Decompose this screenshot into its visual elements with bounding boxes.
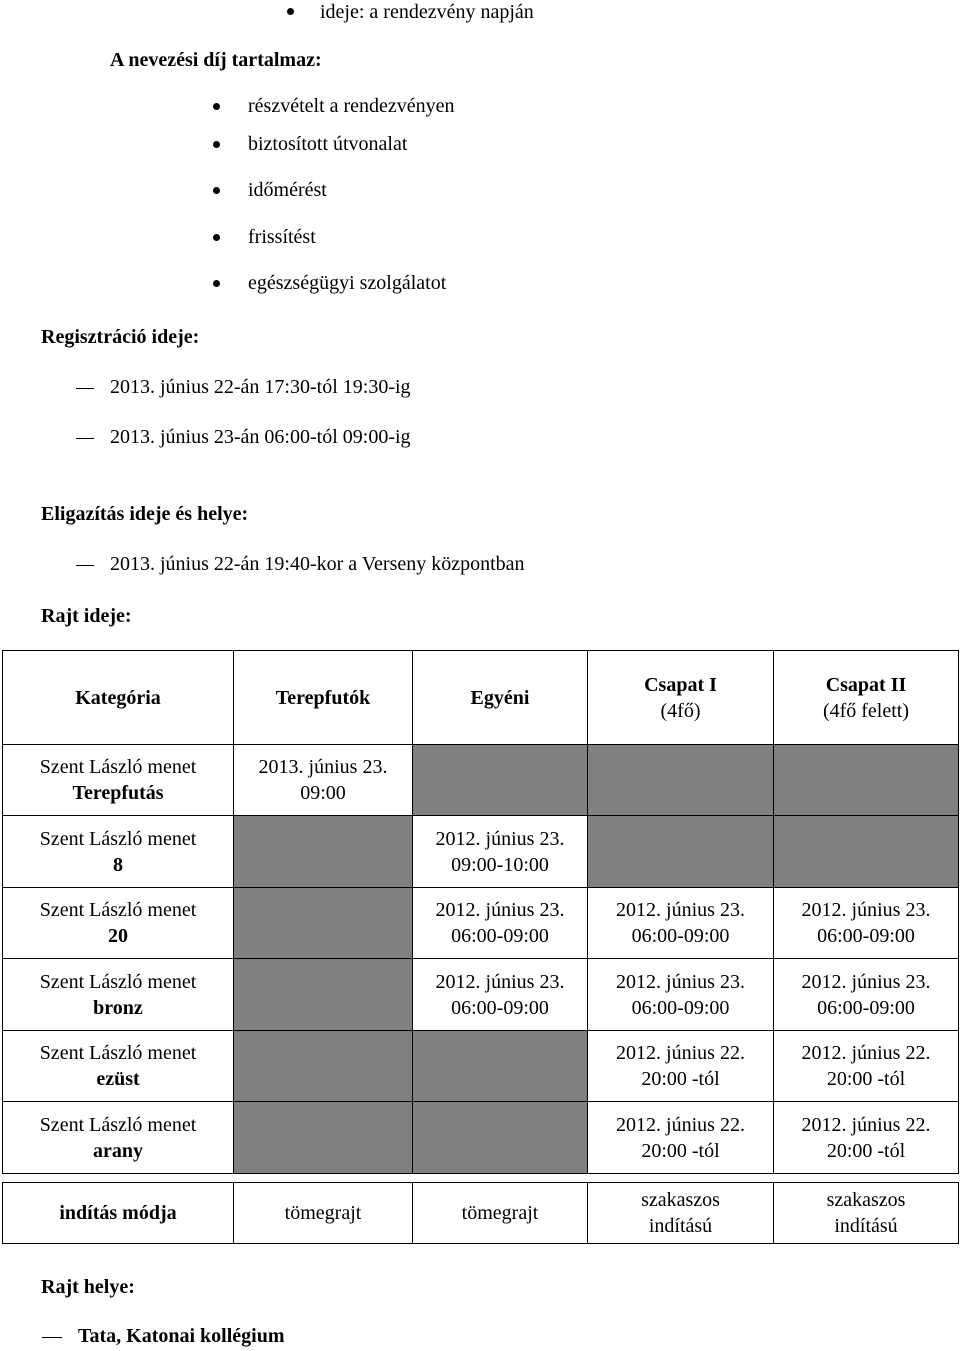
schedule-text: 2012. június 23. [435,970,565,993]
table-header-row [3,651,959,745]
schedule-cell [774,1102,959,1174]
header-cell [234,651,413,745]
dash-icon [76,565,94,566]
category-name: Szent László menet [39,899,197,921]
fee-item: frissítést [248,226,316,248]
schedule-cell [413,959,588,1031]
schedule-text: 20:00 -tól [641,1068,720,1090]
event-date-text: ideje: a rendezvény napján [320,1,534,23]
schedule-text: 09:00-10:00 [451,853,549,876]
fee-item: egészségügyi szolgálatot [248,272,447,294]
registration-item: 2013. június 23-án 06:00-tól 09:00-ig [110,426,411,448]
empty-gray-cell [234,959,413,1031]
schedule-text: 06:00-09:00 [817,925,915,947]
empty-gray-cell [413,745,588,816]
schedule-text: 20:00 -tól [826,1068,906,1090]
schedule-cell [588,1102,774,1174]
empty-gray-cell [234,816,413,888]
start-mode-text: tömegrajt [284,1202,362,1224]
header-title: Kategória [75,686,161,709]
header-cell [3,651,234,745]
schedule-text: 2012. június 23. [801,899,931,921]
category-label: bronz [93,996,143,1019]
bullet-icon [213,103,220,110]
start-place-item: Tata, Katonai kollégium [78,1325,285,1347]
registration-heading: Regisztráció ideje: [41,326,200,348]
schedule-cell [234,745,413,816]
schedule-cell [588,888,774,959]
schedule-text: 2012. június 22. [616,1113,745,1136]
bullet-icon [213,234,220,241]
schedule-text: 20:00 -tól [641,1139,720,1162]
schedule-table [2,650,959,1174]
bullet-icon [213,141,220,148]
dash-icon [76,438,94,439]
category-label: 20 [108,925,128,947]
header-cell [588,651,774,745]
start-mode-label-cell [3,1183,234,1244]
header-title: Csapat I [644,673,717,696]
fee-item: biztosított útvonalat [248,133,408,155]
category-cell [3,745,234,816]
bullet-icon [287,8,294,15]
category-cell [3,888,234,959]
empty-gray-cell [774,816,959,888]
schedule-text: 06:00-09:00 [817,996,915,1019]
header-cell [774,651,959,745]
schedule-text: 2013. június 23. [258,756,388,778]
category-label: Terepfutás [72,782,164,804]
bullet-icon [213,187,220,194]
category-cell [3,959,234,1031]
briefing-item: 2013. június 22-án 19:40-kor a Verseny központban [110,553,525,575]
start-mode-cell [234,1183,413,1244]
category-label: ezüst [96,1068,140,1090]
schedule-text: 06:00-09:00 [451,925,549,947]
table-row [3,816,959,888]
start-mode-text: indítású [834,1215,898,1237]
schedule-text: 20:00 -tól [826,1139,906,1162]
category-name: Szent László menet [39,1113,197,1136]
dash-icon [42,1337,62,1338]
empty-gray-cell [774,745,959,816]
category-cell [3,816,234,888]
header-subtitle: (4fő felett) [822,699,910,722]
header-subtitle: (4fő) [660,699,701,722]
fee-item: részvételt a rendezvényen [248,95,455,117]
start-place-heading: Rajt helye: [41,1276,135,1298]
schedule-text: 2012. június 23. [616,970,745,993]
table-row [3,888,959,959]
start-mode-text: szakaszos [826,1189,906,1211]
schedule-text: 2012. június 22. [801,1042,931,1064]
start-mode-text: tömegrajt [461,1202,539,1224]
schedule-text: 2012. június 23. [435,827,565,850]
start-mode-text: indítású [648,1215,713,1237]
dash-icon [76,388,94,389]
briefing-heading: Eligazítás ideje és helye: [41,503,249,525]
category-cell [3,1031,234,1102]
start-mode-table [2,1182,959,1244]
empty-gray-cell [234,1102,413,1174]
category-name: Szent László menet [39,1042,197,1064]
fee-item: időmérést [248,179,327,201]
empty-gray-cell [413,1031,588,1102]
category-name: Szent László menet [39,827,197,850]
schedule-cell [774,1031,959,1102]
schedule-cell [588,959,774,1031]
start-mode-label: indítás módja [59,1202,177,1224]
schedule-text: 2012. június 22. [801,1113,931,1136]
table-row [3,1102,959,1174]
schedule-text: 09:00 [300,782,346,804]
category-name: Szent László menet [39,756,197,778]
schedule-text: 2012. június 23. [801,970,931,993]
schedule-text: 2012. június 23. [435,899,565,921]
schedule-cell [774,888,959,959]
schedule-cell [588,1031,774,1102]
schedule-text: 2012. június 23. [616,899,745,921]
header-cell [413,651,588,745]
schedule-cell [774,959,959,1031]
start-mode-cell [774,1183,959,1244]
category-name: Szent László menet [39,970,197,993]
table-row [3,1031,959,1102]
start-mode-cell [413,1183,588,1244]
table-row [3,745,959,816]
schedule-text: 06:00-09:00 [451,996,549,1019]
empty-gray-cell [234,888,413,959]
empty-gray-cell [588,816,774,888]
empty-gray-cell [588,745,774,816]
fee-heading: A nevezési díj tartalmaz: [110,49,322,71]
schedule-cell [413,816,588,888]
schedule-text: 2012. június 22. [616,1042,745,1064]
category-label: 8 [113,853,123,876]
schedule-cell [413,888,588,959]
start-mode-text: szakaszos [641,1189,720,1211]
schedule-text: 06:00-09:00 [631,996,730,1019]
header-title: Csapat II [825,673,907,696]
start-time-heading: Rajt ideje: [41,605,132,627]
start-mode-cell [588,1183,774,1244]
header-title: Terepfutók [275,686,371,709]
schedule-text: 06:00-09:00 [631,925,730,947]
table-row [3,959,959,1031]
header-title: Egyéni [470,686,530,709]
empty-gray-cell [234,1031,413,1102]
bullet-icon [213,280,220,287]
category-label: arany [93,1139,143,1162]
registration-item: 2013. június 22-án 17:30-tól 19:30-ig [110,376,411,398]
empty-gray-cell [413,1102,588,1174]
start-mode-row [3,1183,959,1244]
category-cell [3,1102,234,1174]
